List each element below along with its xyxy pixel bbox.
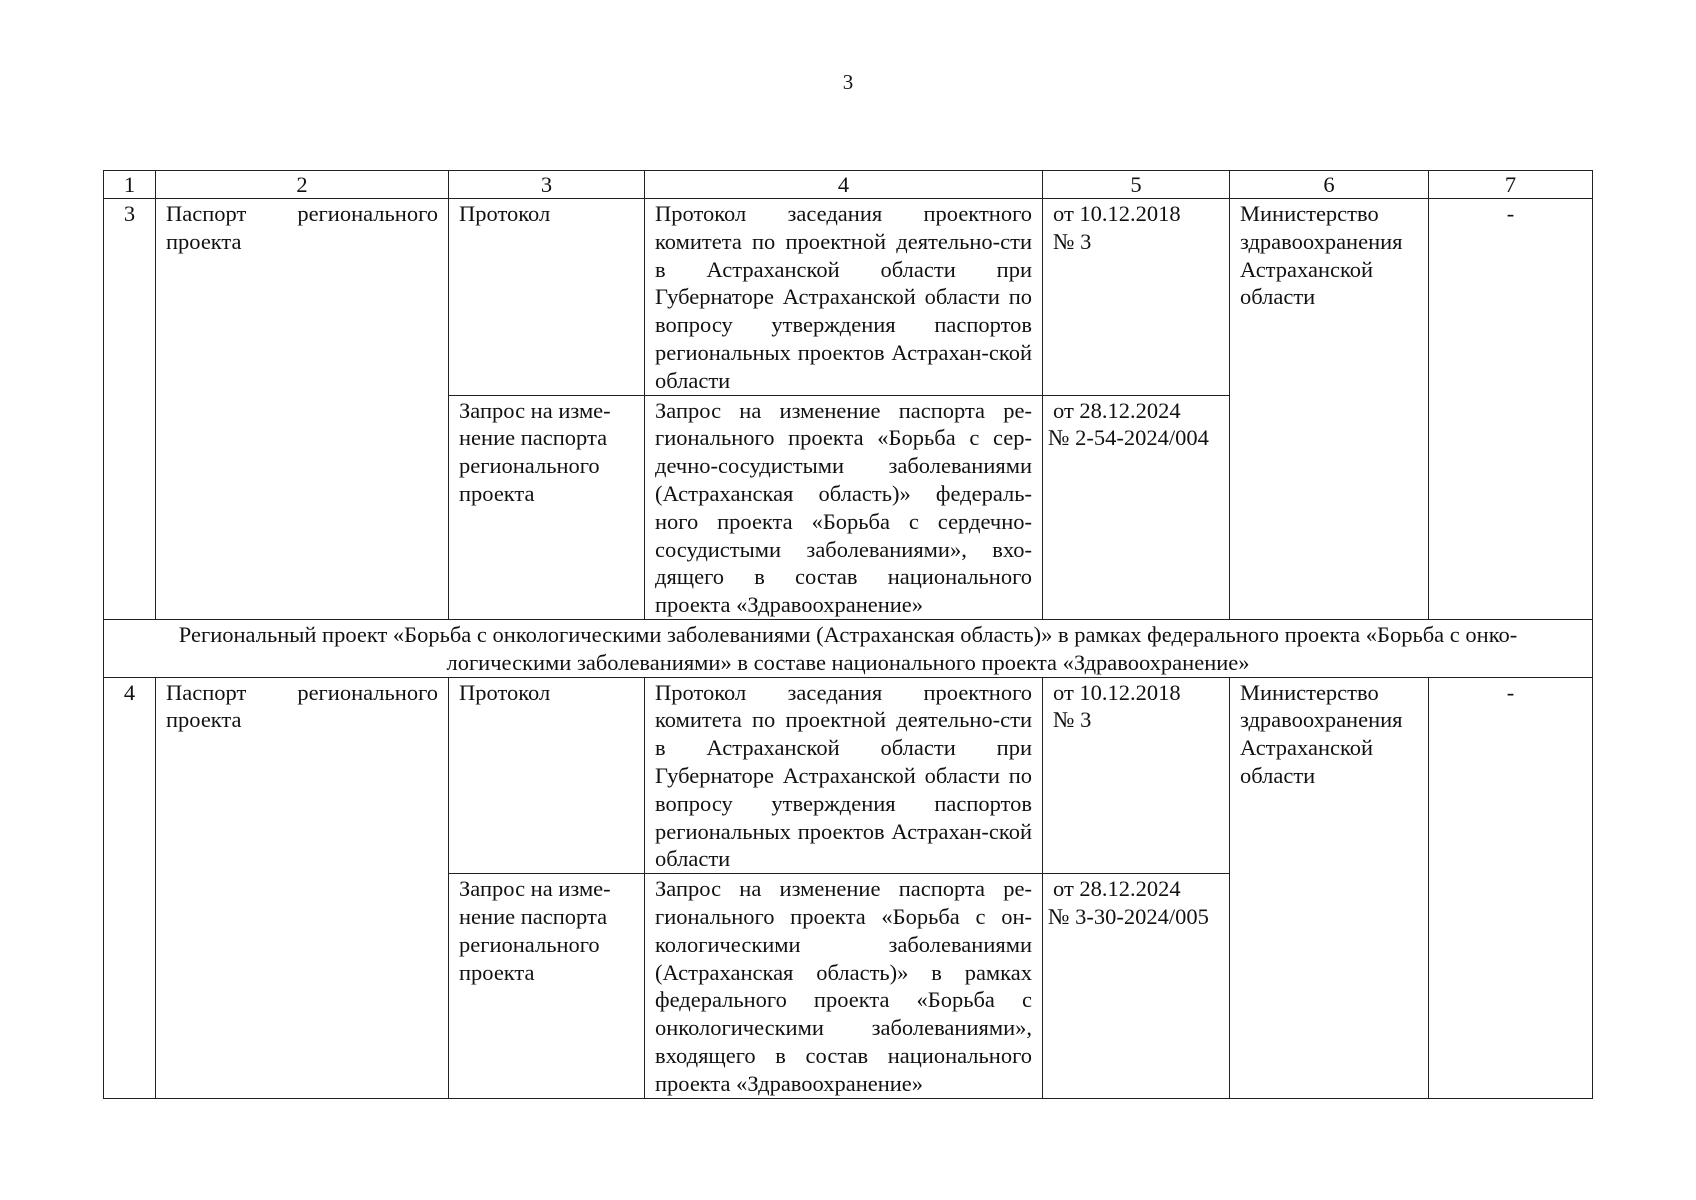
document-date-number: [1043, 199, 1230, 396]
document-number: № 2-54-2024/004: [1048, 425, 1209, 451]
section-title: Региональный проект «Борьба с онкологическими заболеваниями (Астраханская область)» в рамках федерального проекта «Борьба с онко-логическими заболеваниями» в составе национального проекта «Здравоохранение»: [104, 619, 1593, 677]
document-name: Запрос на изменение паспорта ре-гионального проекта «Борьба с он-кологическими заболеваниями (Астраханская область)» в рамках федерального проекта «Борьба с онкологическими заболеваниями», входящего в состав национального проекта «Здравоохранение»: [645, 874, 1043, 1098]
document-date-number: [1043, 677, 1230, 874]
column-header: 6: [1230, 171, 1429, 199]
column-header: 3: [449, 171, 645, 199]
document-date-number: [1043, 395, 1230, 619]
documents-table: [103, 170, 1593, 1099]
document-kind-word: проекта: [166, 707, 242, 733]
column-header: 2: [156, 171, 449, 199]
document-name: Запрос на изменение паспорта ре-гионального проекта «Борьба с сер-дечно-сосудистыми заболеваниями (Астраханская область)» федераль-ного проекта «Борьба с сердечно-сосудистыми заболеваниями», вхо-дящего в состав национального проекта «Здравоохранение»: [645, 395, 1043, 619]
document-number: № 3: [1053, 707, 1092, 733]
table-header-row: [104, 171, 1593, 199]
document-type: Запрос на изме-нение паспорта регионального проекта: [449, 395, 645, 619]
document-kind-word: Паспорт: [166, 201, 247, 226]
document-kind: [156, 199, 449, 620]
document-type: Протокол: [449, 677, 645, 874]
table-row: [104, 677, 1593, 874]
row-number: 3: [104, 199, 156, 620]
document-kind-word: регионального: [297, 201, 438, 226]
column-header: 5: [1043, 171, 1230, 199]
document-type: Запрос на изме-нение паспорта регионального проекта: [449, 874, 645, 1098]
responsible-organization: Министерство здравоохранения Астраханской области: [1230, 677, 1429, 1098]
document-date: от 10.12.2018: [1053, 201, 1181, 226]
page-number: 3: [842, 70, 854, 94]
column-header: 1: [104, 171, 156, 199]
document-number: № 3: [1053, 228, 1092, 254]
note: -: [1429, 677, 1593, 1098]
document-name: Протокол заседания проектного комитета по проектной деятельно-сти в Астраханской области при Губернаторе Астраханской области по вопросу утверждения паспортов региональных проектов Астрахан-ской области: [645, 199, 1043, 396]
document-kind-word: проекта: [166, 228, 242, 254]
responsible-organization: Министерство здравоохранения Астраханской области: [1230, 199, 1429, 620]
document-date: от 28.12.2024: [1053, 876, 1181, 902]
document-kind: [156, 677, 449, 1098]
document-date-number: [1043, 874, 1230, 1098]
document-number: № 3-30-2024/005: [1048, 903, 1209, 929]
document-date: от 10.12.2018: [1053, 679, 1181, 705]
section-row: [104, 619, 1593, 677]
column-header: 7: [1429, 171, 1593, 199]
column-header: 4: [645, 171, 1043, 199]
document-kind-word: регионального: [297, 679, 438, 705]
row-number: 4: [104, 677, 156, 1098]
document-date: от 28.12.2024: [1053, 397, 1181, 423]
document-name: Протокол заседания проектного комитета по проектной деятельно-сти в Астраханской области при Губернаторе Астраханской области по вопросу утверждения паспортов региональных проектов Астрахан-ской области: [645, 677, 1043, 874]
document-type: Протокол: [449, 199, 645, 396]
document-kind-word: Паспорт: [166, 679, 247, 705]
note: -: [1429, 199, 1593, 620]
table-row: [104, 199, 1593, 396]
